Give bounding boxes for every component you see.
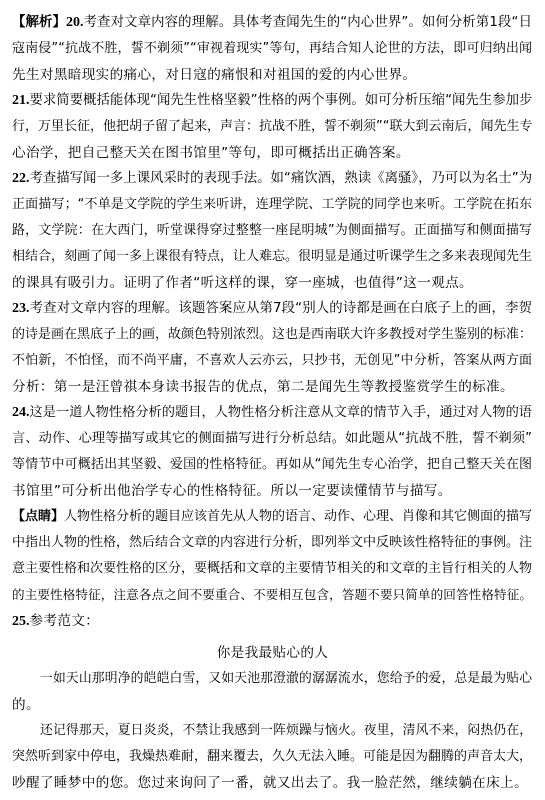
q22-text-1: 考查描写闻一多上课风采时的表现手法。如“痛饮酒，熟读《离骚》，乃可以为名士”为 bbox=[29, 171, 533, 186]
dianjing-line-4: 的主要性格特征，注意各点之间不要重合、不要相互包含，答题不要只简单的回答性格特征。 bbox=[12, 587, 532, 602]
q20-number: 20. bbox=[66, 15, 84, 30]
q24-number: 24. bbox=[12, 405, 30, 420]
dianjing-text-1: 人物性格分析的题目应该首先从人物的语言、动作、心理、肖像和其它侧面的描写 bbox=[64, 509, 533, 524]
dianjing-line-1 bbox=[12, 508, 532, 526]
analysis-tag: 【解析】 bbox=[12, 15, 67, 30]
q20-line-3: 先生对黑暗现实的痛心，对日寇的痛恨和对祖国的爱的内心世界。 bbox=[12, 67, 417, 83]
q24-line-1 bbox=[12, 404, 532, 422]
q23-text-1: 考查对文章内容的理解。该题答案应从第7段“别人的诗都是画在白底子上的画，李贺 bbox=[29, 301, 532, 316]
q21-number: 21. bbox=[12, 93, 30, 108]
q20-line-1 bbox=[12, 14, 532, 32]
essay-p2-line-3: 吵醒了睡梦中的您。您过来询问了一番，就又出去了。我一脸茫然，继续躺在床上。 bbox=[12, 775, 528, 791]
essay-p1-line-2: 的。 bbox=[12, 697, 40, 713]
q22-line-4: 相结合，刻画了闻一多上课很有特点，让人难忘。很明显是通过听课学生之多来表现闻先生 bbox=[12, 249, 533, 264]
q21-line-2: 行，万里长征，他把胡子留了起来，声言：抗战不胜，誓不剃须”“联大到云南后，闻先生专 bbox=[12, 119, 533, 134]
q21-line-3: 心治学，把自己整天关在图书馆里”等句，即可概括出正确答案。 bbox=[12, 145, 410, 161]
essay-title: 你是我最贴心的人 bbox=[216, 645, 329, 661]
q21-text-1: 要求简要概括能体现“闻先生性格坚毅”性格的两个事例。如可分析压缩“闻先生参加步 bbox=[29, 93, 533, 108]
essay-p1-line-1: 一如天山那明净的皑皑白雪，又如天池那澄澈的潺潺流水，您给予的爱，总是最为贴心 bbox=[40, 671, 532, 686]
dianjing-line-3: 意主要性格和次要性格的区分，要概括和文章的主要情节相关的和文章的主旨行相关的人物 bbox=[12, 561, 533, 576]
q24-line-2: 言、动作、心理等描写或其它的侧面描写进行分析总结。如此题从“抗战不胜，誓不剃须” bbox=[12, 431, 532, 446]
q22-line-5: 的课具有吸引力。证明了作者“听这样的课，穿一座城，也值得”这一观点。 bbox=[12, 275, 473, 291]
q23-line-2: 的诗是画在黑底子上的画，故颜色特别浓烈。这也是西南联大许多教授对学生鉴别的标准： bbox=[12, 327, 533, 342]
essay-p2-line-2: 突然听到家中停电，我燥热难耐，翻来覆去，久久无法入睡。可能是因为翻腾的声音太大， bbox=[12, 749, 533, 764]
q20-text-1: 考查对文章内容的理解。具体考查闻先生的“内心世界”。如何分析第1段“日 bbox=[83, 15, 532, 30]
q23-line-4: 分析：第一是汪曾祺本身读书报告的优点，第二是闻先生等教授鉴赏学生的标准。 bbox=[12, 379, 514, 395]
q20-line-2: 寇南侵”“抗战不胜，誓不剃须”“审视着现实”等句，再结合知人论世的方法，即可归纳出闻 bbox=[12, 41, 532, 56]
q22-line-2: 正面描写；“不单是文学院的学生来听讲，连理学院、工学院的同学也来听。工学院在拓东 bbox=[12, 197, 532, 212]
q23-number: 23. bbox=[12, 301, 30, 316]
essay-p2-line-1: 还记得那天，夏日炎炎，不禁让我感到一阵烦躁与恼火。夜里，清风不来，闷热仍在， bbox=[40, 723, 532, 738]
q25-label: 参考范文： bbox=[29, 613, 100, 629]
q24-line-4: 书馆里”可分析出他治学专心的性格特征。所以一定要读懂情节与描写。 bbox=[12, 483, 452, 499]
q22-line-1 bbox=[12, 170, 532, 188]
q25-line-1 bbox=[12, 612, 532, 631]
dianjing-tag: 【点睛】 bbox=[12, 509, 65, 524]
q24-text-1: 这是一道人物性格分析的题目，人物性格分析注意从文章的情节入手，通过对人物的语 bbox=[29, 405, 532, 420]
q21-line-1 bbox=[12, 92, 532, 110]
q24-line-3: 等情节中可概括出其坚毅、爱国的性格特征。再如从“闻先生专心治学，把自己整天关在图 bbox=[12, 457, 532, 472]
dianjing-line-2: 中指出人物的性格，然后结合文章的内容进行分析，即列举文中反映该性格特征的事例。注 bbox=[12, 535, 533, 550]
q22-number: 22. bbox=[12, 171, 30, 186]
q22-line-3: 路，文学院：在大西门，听堂课得穿过整整一座昆明城”为侧面描写。正面描写和侧面描写 bbox=[12, 223, 532, 238]
q23-line-1 bbox=[12, 300, 532, 318]
q23-line-3: 不怕新，不怕怪，而不尚平庸，不喜欢人云亦云，只抄书，无创见”中分析，答案从两方面 bbox=[12, 353, 532, 368]
q25-number: 25. bbox=[12, 614, 30, 629]
